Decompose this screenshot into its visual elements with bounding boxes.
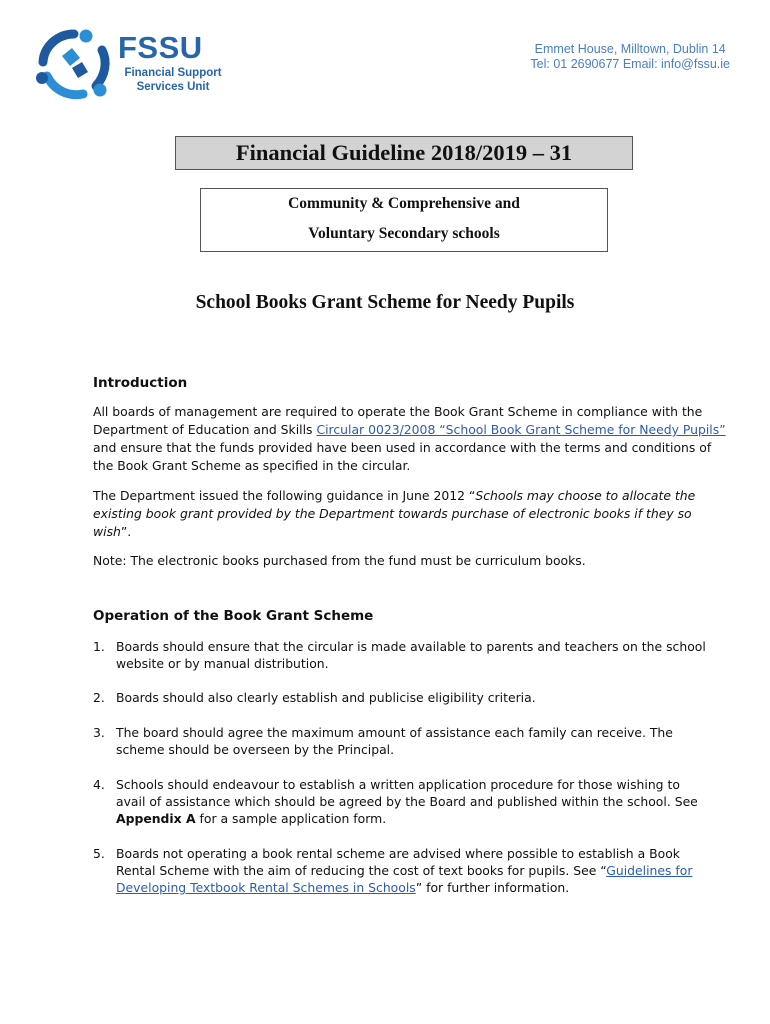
document-title: School Books Grant Scheme for Needy Pupils <box>195 292 575 313</box>
contact-phone-email: Tel: 01 2690677 Email: info@fssu.ie <box>530 57 730 71</box>
item4-tail: for a sample application form. <box>195 811 387 826</box>
list-item-number: 1. <box>93 639 105 654</box>
intro-p2-tail: ”. <box>120 524 132 539</box>
list-item-text <box>116 845 711 896</box>
logo-name: FSSU <box>118 30 203 65</box>
intro-note: Note: The electronic books purchased from the fund must be curriculum books. <box>93 553 586 568</box>
fssu-logo <box>34 26 234 100</box>
intro-p1-tail: and ensure that the funds provided have been used in accordance with the terms and conditions of the Book Grant Scheme as specified in the circular. <box>93 440 712 473</box>
contact-block <box>530 42 730 72</box>
item5-text: Boards not operating a book rental scheme are advised where possible to establish a Book Rental Scheme with the aim of reducing the cost of text books for pupils. See “ <box>116 846 680 878</box>
rental-guidelines-link[interactable]: Guidelines for Developing Textbook Rental Schemes in Schools <box>116 863 693 895</box>
sector-box <box>200 188 608 252</box>
logo-tagline: Financial Support Services Unit <box>124 67 222 93</box>
list-item-text <box>116 776 711 827</box>
appendix-a-ref: Appendix A <box>116 811 196 826</box>
list-item-number: 4. <box>93 777 105 792</box>
operation-heading: Operation of the Book Grant Scheme <box>93 608 374 624</box>
list-item-number: 5. <box>93 846 105 861</box>
list-item-text: The board should agree the maximum amount of assistance each family can receive. The scheme should be overseen by the Principal. <box>116 725 673 757</box>
guideline-title: Financial Guideline 2018/2019 – 31 <box>175 136 633 170</box>
fssu-emblem-icon <box>34 26 116 100</box>
contact-address: Emmet House, Milltown, Dublin 14 <box>534 42 726 56</box>
sector-line-2: Voluntary Secondary schools <box>308 225 500 242</box>
intro-p2-text: The Department issued the following guidance in June 2012 “ <box>93 488 476 503</box>
introduction-heading: Introduction <box>93 375 188 391</box>
list-item-text: Boards should ensure that the circular is made available to parents and teachers on the school website or by manual distribution. <box>116 639 706 671</box>
list-item-number: 2. <box>93 690 105 705</box>
intro-paragraph-2 <box>93 487 733 541</box>
intro-paragraph-1 <box>93 403 733 475</box>
item5-tail: ” for further information. <box>415 880 570 895</box>
circular-link[interactable]: Circular 0023/2008 “School Book Grant Scheme for Needy Pupils” <box>316 422 726 437</box>
sector-line-1: Community & Comprehensive and <box>288 195 520 212</box>
item4-text: Schools should endeavour to establish a written application procedure for those wishing to avail of assistance which should be agreed by the Board and published within the school. See <box>116 777 698 809</box>
list-item-text: Boards should also clearly establish and publicise eligibility criteria. <box>116 690 536 705</box>
intro-p2-quote: Schools may choose to allocate the existing book grant provided by the Department towards purchase of electronic books if they so wish <box>93 488 696 539</box>
intro-p1-text: All boards of management are required to operate the Book Grant Scheme in compliance with the Department of Education and Skills <box>93 404 703 437</box>
list-item-number: 3. <box>93 725 105 740</box>
